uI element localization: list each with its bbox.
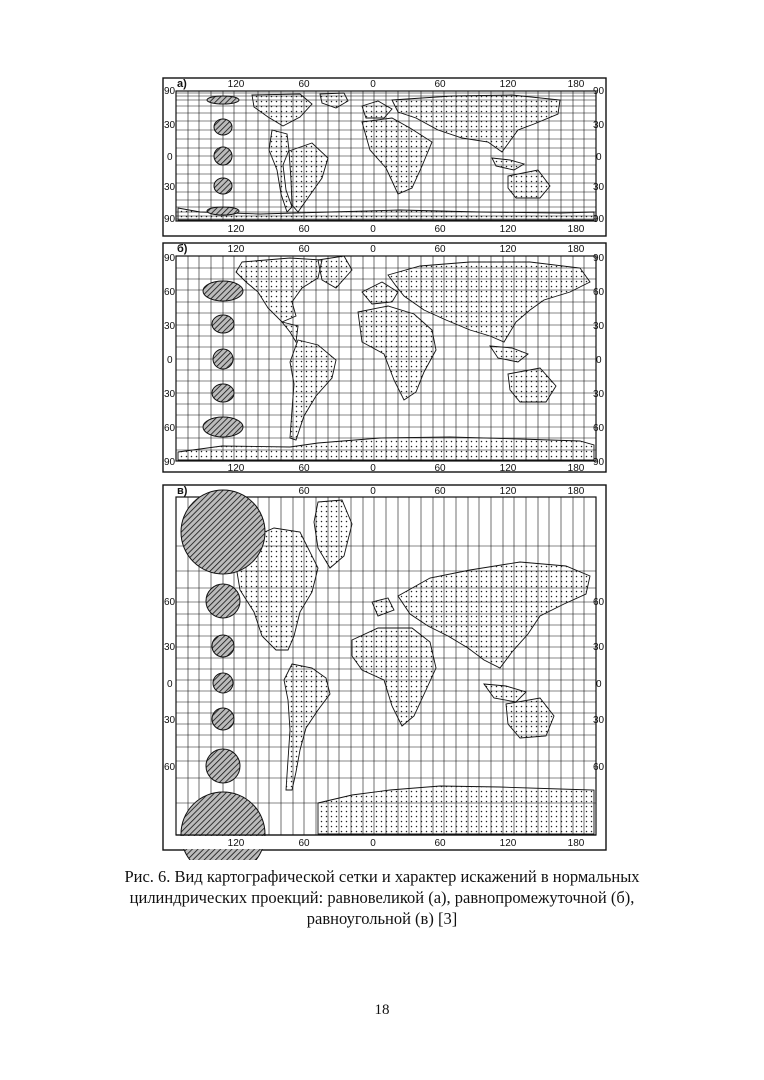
panel-b-left-lat: 90 (164, 457, 176, 468)
panel-b-bottom-lon: 180 (567, 463, 585, 474)
distortion-circle (213, 673, 233, 693)
panel-a-bottom-lon: 0 (370, 224, 376, 235)
panel-b-top-lon: 60 (298, 244, 310, 255)
panel-v-top-lon: 120 (499, 486, 517, 497)
panel-b-top-lon: 120 (227, 244, 245, 255)
distortion-ellipse (213, 349, 233, 369)
panel-b-right-lat: 60 (593, 287, 605, 298)
distortion-ellipse (207, 96, 239, 104)
panel-v-letter: в) (177, 485, 188, 497)
panel-b-top-lon: 60 (434, 244, 446, 255)
panel-v-left-lat: 30 (164, 642, 176, 653)
panel-a-bottom-lon: 120 (499, 224, 517, 235)
panel-v-right-lat: 60 (593, 597, 605, 608)
panel-v-left-lat: 60 (164, 762, 176, 773)
panel-b (163, 243, 606, 474)
panel-a-top-lon: 120 (499, 79, 517, 90)
panel-b-top-lon: 120 (499, 244, 517, 255)
distortion-circle (181, 490, 265, 574)
panel-b-right-lat: 90 (593, 457, 605, 468)
caption-line-3: равноугольной (в) [3] (306, 909, 458, 928)
panel-b-left-lat: 0 (167, 355, 173, 366)
panel-a-top-lon: 60 (434, 79, 446, 90)
panel-a-top-lon: 120 (227, 79, 245, 90)
panel-b-bottom-lon: 120 (499, 463, 517, 474)
distortion-circle (206, 584, 240, 618)
page-number: 18 (374, 1002, 390, 1018)
panel-a (163, 78, 606, 236)
figure-caption (0, 866, 764, 929)
panel-a-right-lat: 30 (593, 182, 605, 193)
panel-b-left-lat: 30 (164, 321, 176, 332)
panel-a-left-lat: 0 (167, 152, 173, 163)
panel-v-top-lon: 60 (298, 486, 310, 497)
distortion-circle (212, 708, 234, 730)
panel-v-left-lat: 0 (167, 679, 173, 690)
panel-a-left-lat: 30 (164, 120, 176, 131)
panel-a-bottom-lon: 60 (298, 224, 310, 235)
panel-a-left-lat: 90 (164, 86, 176, 97)
panel-b-bottom-lon: 120 (227, 463, 245, 474)
panel-v-right-lat: 30 (593, 715, 605, 726)
panel-b-right-lat: 30 (593, 389, 605, 400)
panel-b-bottom-lon: 60 (434, 463, 446, 474)
panel-a-right-lat: 0 (596, 152, 602, 163)
distortion-ellipse (214, 147, 232, 165)
panel-a-right-lat: 90 (593, 214, 605, 225)
caption-line-1: Рис. 6. Вид картографической сетки и характер искажений в нормальных (124, 867, 640, 886)
panel-a-top-lon: 0 (370, 79, 376, 90)
panel-v-left-lat: 60 (164, 597, 176, 608)
panel-a-top-lon: 60 (298, 79, 310, 90)
panel-a-bottom-lon: 60 (434, 224, 446, 235)
panel-b-left-lat: 60 (164, 423, 176, 434)
distortion-ellipse (203, 281, 243, 301)
panel-b-bottom-lon: 60 (298, 463, 310, 474)
distortion-ellipse (214, 119, 232, 135)
distortion-ellipse (212, 384, 234, 402)
panel-b-right-lat: 30 (593, 321, 605, 332)
panel-a-left-lat: 90 (164, 214, 176, 225)
panel-a-top-lon: 180 (567, 79, 585, 90)
panel-v-top-lon: 60 (434, 486, 446, 497)
panel-v-left-lat: 30 (164, 715, 176, 726)
panel-a-right-lat: 30 (593, 120, 605, 131)
panel-b-top-lon: 180 (567, 244, 585, 255)
panel-v-bottom-lon: 60 (434, 838, 446, 849)
distortion-ellipse (212, 315, 234, 333)
panel-b-left-lat: 60 (164, 287, 176, 298)
panel-b-left-lat: 90 (164, 253, 176, 264)
panel-v-bottom-lon: 120 (499, 838, 517, 849)
distortion-ellipse (207, 207, 239, 215)
panel-v-bottom-lon: 60 (298, 838, 310, 849)
panel-b-bottom-lon: 0 (370, 463, 376, 474)
panel-v (163, 485, 606, 860)
panel-v-right-lat: 0 (596, 679, 602, 690)
distortion-circle (212, 635, 234, 657)
panel-b-right-lat: 0 (596, 355, 602, 366)
panel-b-right-lat: 60 (593, 423, 605, 434)
panel-v-bottom-lon: 180 (567, 838, 585, 849)
panel-b-right-lat: 90 (593, 253, 605, 264)
panel-a-letter: а) (177, 78, 187, 90)
panel-a-bottom-lon: 180 (567, 224, 585, 235)
panel-v-top-lon: 180 (567, 486, 585, 497)
panel-v-top-lon: 0 (370, 486, 376, 497)
panel-v-right-lat: 60 (593, 762, 605, 773)
panel-b-top-lon: 0 (370, 244, 376, 255)
panel-b-letter: б) (177, 243, 188, 255)
distortion-ellipse (214, 178, 232, 194)
distortion-ellipse (203, 417, 243, 437)
distortion-circle (206, 749, 240, 783)
panel-a-bottom-lon: 120 (227, 224, 245, 235)
panel-a-left-lat: 30 (164, 182, 176, 193)
panel-v-bottom-lon: 120 (227, 838, 245, 849)
panel-a-right-lat: 90 (593, 86, 605, 97)
panel-b-left-lat: 30 (164, 389, 176, 400)
panel-v-right-lat: 30 (593, 642, 605, 653)
panel-v-bottom-lon: 0 (370, 838, 376, 849)
caption-line-2: цилиндрических проекций: равновеликой (а), равнопромежуточной (б), (129, 888, 635, 907)
